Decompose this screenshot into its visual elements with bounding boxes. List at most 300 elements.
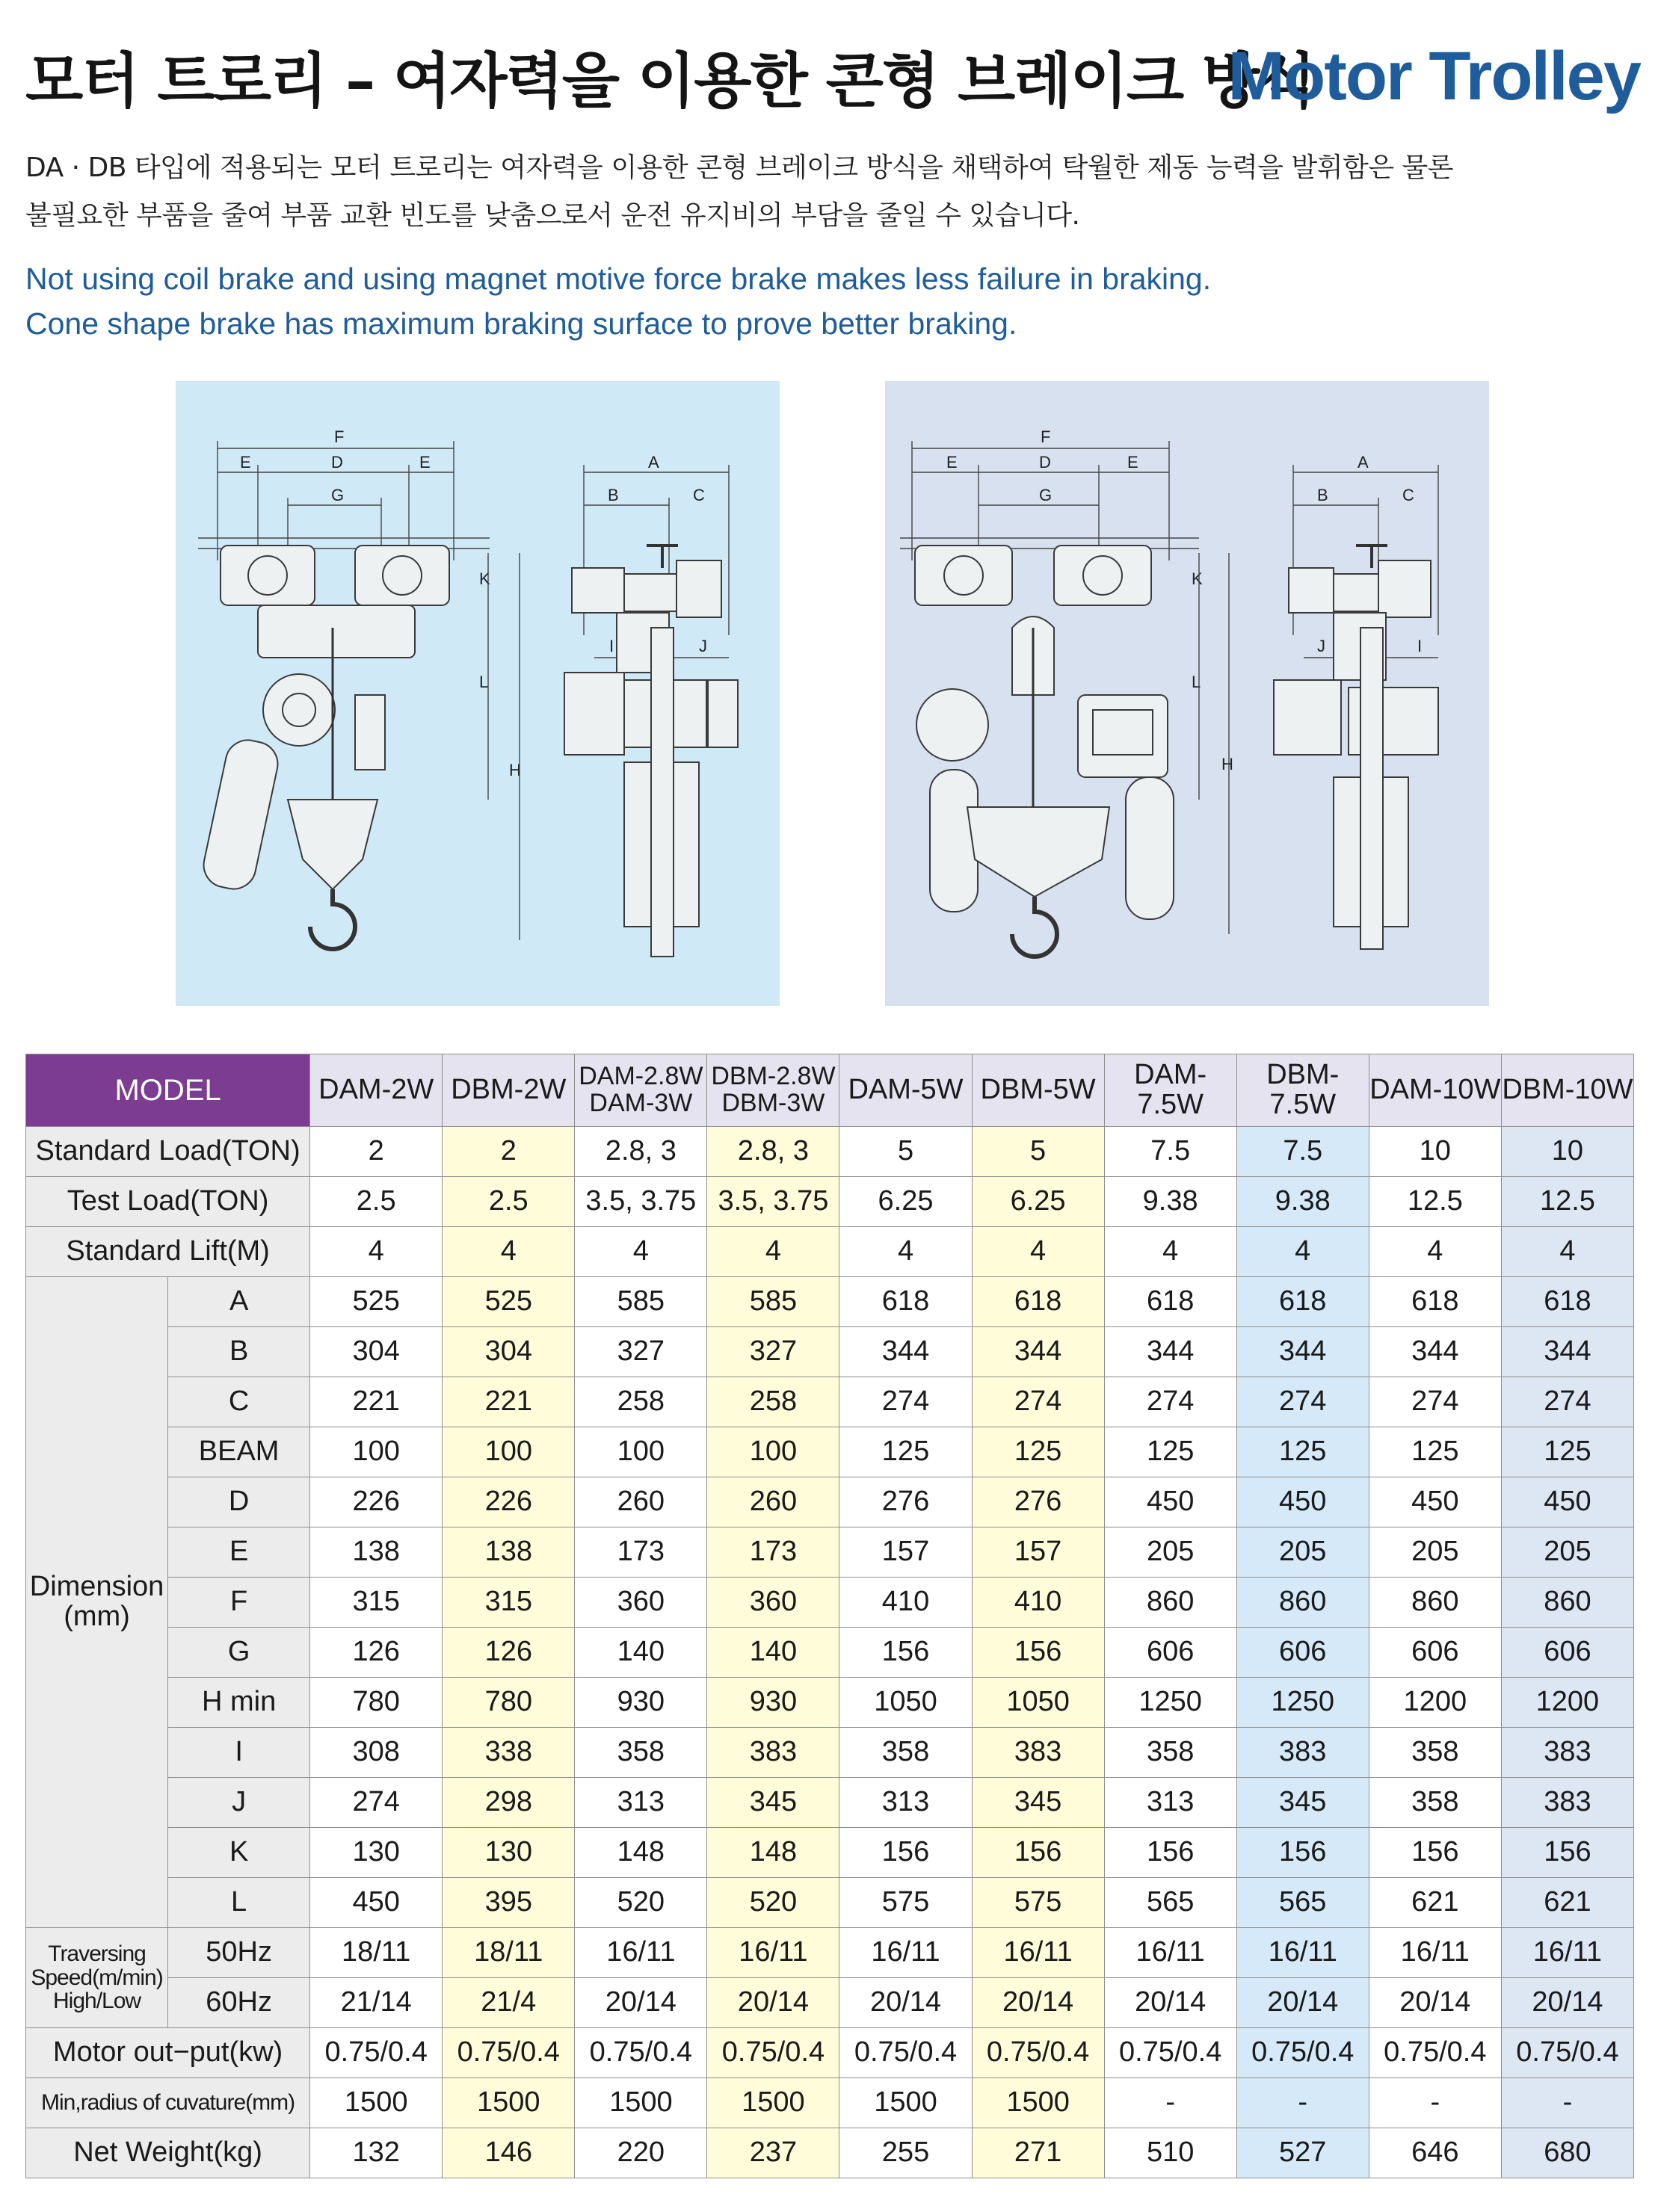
table-row [26,1828,1634,1878]
table-cell: 313 [839,1778,972,1828]
table-cell: 21/14 [310,1978,443,2028]
label-f: F [1041,427,1051,446]
table-cell: 358 [575,1728,707,1778]
table-cell: 16/11 [1369,1928,1501,1978]
table-cell: 226 [443,1477,575,1527]
label-g: G [1039,486,1053,504]
table-cell: 313 [1104,1778,1236,1828]
table-cell: 510 [1104,2128,1236,2178]
table-cell: 680 [1501,2128,1633,2178]
table-cell: 315 [310,1578,443,1628]
model-col-7: DBM-7.5W [1236,1054,1369,1127]
table-cell: 450 [1369,1477,1501,1527]
table-cell: 5 [972,1127,1104,1177]
table-cell: 344 [1369,1327,1501,1377]
table-cell: 140 [575,1628,707,1678]
label-h: H [509,761,521,779]
table-cell: 1050 [839,1678,972,1728]
label-e-right: E [1127,453,1138,472]
table-row [26,1728,1634,1778]
label-e-left: E [946,453,958,472]
table-cell: 327 [707,1327,839,1377]
table-cell: 130 [443,1828,575,1878]
table-cell: 20/14 [839,1978,972,2028]
table-cell: 345 [707,1778,839,1828]
table-cell: 1500 [839,2078,972,2128]
dimension-label: L [168,1878,310,1928]
table-cell: 383 [1501,1728,1633,1778]
table-cell: 274 [972,1377,1104,1427]
label-d: D [331,453,343,472]
table-cell: 125 [1369,1427,1501,1477]
table-cell: 21/4 [443,1978,575,2028]
table-row [26,1477,1634,1527]
table-cell: 1500 [972,2078,1104,2128]
table-cell: 4 [1236,1227,1369,1277]
table-cell: 20/14 [575,1978,707,2028]
table-cell: 345 [1236,1778,1369,1828]
table-cell: 20/14 [1369,1978,1501,2028]
table-cell: 274 [1236,1377,1369,1427]
table-cell: 126 [310,1628,443,1678]
table-cell: 4 [1501,1227,1633,1277]
title-korean: 모터 트로리 – 여자력을 이용한 콘형 브레이크 방식 [25,46,1315,116]
table-cell: 606 [1104,1628,1236,1678]
label-b: B [1317,486,1328,504]
table-cell: 276 [839,1477,972,1527]
spec-table [25,1054,1634,2178]
table-cell: 6.25 [972,1177,1104,1227]
table-cell: 338 [443,1728,575,1778]
table-cell: 646 [1369,2128,1501,2178]
table-cell: 1050 [972,1678,1104,1728]
table-cell: 2.5 [310,1177,443,1227]
table-cell: 6.25 [839,1177,972,1227]
table-cell: 575 [839,1878,972,1928]
label-c: C [1402,486,1414,504]
label-a: A [648,453,659,472]
label-h: H [1221,755,1233,773]
table-row [26,2078,1634,2128]
table-cell: 156 [972,1628,1104,1678]
traverse-hz-label: 60Hz [168,1978,310,2028]
table-cell: 221 [310,1377,443,1427]
traverse-group-label [26,1928,168,2028]
table-cell: 344 [972,1327,1104,1377]
table-row [26,1227,1634,1277]
table-row [26,1678,1634,1728]
table-cell: 100 [443,1427,575,1477]
table-cell: 156 [1501,1828,1633,1878]
table-cell: 4 [972,1227,1104,1277]
label-e-right: E [419,453,431,472]
table-cell: 298 [443,1778,575,1828]
table-cell: 205 [1369,1527,1501,1578]
table-cell: 258 [575,1377,707,1427]
dimension-label-1: Dimension [29,1571,164,1603]
table-cell: 156 [972,1828,1104,1878]
table-cell: 7.5 [1236,1127,1369,1177]
model-header: MODEL [26,1054,310,1127]
table-cell: 156 [839,1828,972,1878]
row-label: Net Weight(kg) [26,2128,310,2178]
traverse-label-3: High/Low [53,1989,141,2014]
table-cell: 276 [972,1477,1104,1527]
table-row [26,1628,1634,1678]
table-cell: 205 [1501,1527,1633,1578]
table-cell: 205 [1104,1527,1236,1578]
model-col-3: DBM-2.8W DBM-3W [707,1054,839,1127]
table-cell: 125 [1104,1427,1236,1477]
table-cell: - [1236,2078,1369,2128]
table-cell: 16/11 [839,1928,972,1978]
table-cell: 450 [1236,1477,1369,1527]
table-cell: 410 [972,1578,1104,1628]
table-cell: 780 [443,1678,575,1728]
table-cell: 4 [707,1227,839,1277]
table-cell: 313 [575,1778,707,1828]
table-cell: 618 [1501,1277,1633,1327]
dimension-label: I [168,1728,310,1778]
table-cell: 360 [575,1578,707,1628]
table-row [26,2028,1634,2078]
dimension-label: BEAM [168,1427,310,1477]
table-cell: 4 [839,1227,972,1277]
table-cell: 930 [575,1678,707,1728]
table-cell: 100 [707,1427,839,1477]
table-cell: 327 [575,1327,707,1377]
description-korean-line-2: 불필요한 부품을 줄여 부품 교환 빈도를 낮춤으로서 운전 유지비의 부담을 줄일 수 있습니다. [25,200,1080,231]
table-cell: 4 [1369,1227,1501,1277]
table-row [26,1427,1634,1477]
row-label: Test Load(TON) [26,1177,310,1227]
table-cell: 360 [707,1578,839,1628]
label-i: I [1417,637,1423,655]
table-cell: 358 [839,1728,972,1778]
dimension-label: H min [168,1678,310,1728]
table-cell: 20/14 [707,1978,839,2028]
label-l: L [479,673,489,691]
label-a: A [1357,453,1369,472]
table-row [26,1127,1634,1177]
label-i: I [609,637,614,655]
table-cell: 16/11 [1236,1928,1369,1978]
table-cell: 125 [1236,1427,1369,1477]
table-cell: 308 [310,1728,443,1778]
dimension-label: B [168,1327,310,1377]
table-row [26,1878,1634,1928]
table-cell: 146 [443,2128,575,2178]
table-cell: 156 [1236,1828,1369,1878]
table-cell: 4 [575,1227,707,1277]
table-cell: 12.5 [1501,1177,1633,1227]
table-cell: 0.75/0.4 [443,2028,575,2078]
page-title [25,33,1640,123]
table-cell: 258 [707,1377,839,1427]
table-cell: 140 [707,1628,839,1678]
drawing-panel-db [885,381,1489,1006]
dimension-label-2: (mm) [64,1601,130,1632]
table-cell: 156 [839,1628,972,1678]
table-cell: 860 [1369,1578,1501,1628]
table-cell: 0.75/0.4 [1369,2028,1501,2078]
table-cell: 148 [575,1828,707,1878]
table-cell: 138 [310,1527,443,1578]
label-f: F [334,427,345,446]
table-cell: 12.5 [1369,1177,1501,1227]
table-cell: 0.75/0.4 [707,2028,839,2078]
table-cell: 173 [575,1527,707,1578]
table-cell: 1250 [1236,1678,1369,1728]
row-label: Min,radius of cuvature(mm) [26,2078,310,2128]
table-cell: - [1104,2078,1236,2128]
dimension-label: J [168,1778,310,1828]
table-cell: 226 [310,1477,443,1527]
table-cell: 4 [310,1227,443,1277]
table-cell: 220 [575,2128,707,2178]
table-cell: 525 [443,1277,575,1327]
table-cell: 304 [310,1327,443,1377]
table-cell: 344 [839,1327,972,1377]
table-cell: 383 [707,1728,839,1778]
table-cell: 344 [1104,1327,1236,1377]
table-cell: 20/14 [1104,1978,1236,2028]
table-cell: 0.75/0.4 [1501,2028,1633,2078]
table-cell: 10 [1501,1127,1633,1177]
table-cell: 345 [972,1778,1104,1828]
table-cell: 1250 [1104,1678,1236,1728]
table-cell: 780 [310,1678,443,1728]
table-row [26,1277,1634,1327]
table-cell: 527 [1236,2128,1369,2178]
table-cell: 930 [707,1678,839,1728]
table-cell: 126 [443,1628,575,1678]
table-cell: 100 [310,1427,443,1477]
table-cell: 520 [575,1878,707,1928]
table-cell: 156 [1369,1828,1501,1878]
table-cell: 618 [839,1277,972,1327]
table-cell: 20/14 [1236,1978,1369,2028]
table-cell: - [1501,2078,1633,2128]
table-cell: 1200 [1369,1678,1501,1728]
table-cell: 274 [310,1778,443,1828]
table-cell: 205 [1236,1527,1369,1578]
table-cell: 20/14 [972,1978,1104,2028]
table-cell: 621 [1369,1878,1501,1928]
table-cell: 450 [310,1878,443,1928]
table-cell: 358 [1369,1778,1501,1828]
trolley-drawing-db [885,381,1489,1006]
table-cell: 618 [972,1277,1104,1327]
dimension-label: E [168,1527,310,1578]
table-cell: 157 [972,1527,1104,1578]
table-cell: 100 [575,1427,707,1477]
table-cell: 621 [1501,1878,1633,1928]
row-label: Standard Load(TON) [26,1127,310,1177]
table-cell: 344 [1501,1327,1633,1377]
table-row [26,1327,1634,1377]
table-cell: 304 [443,1327,575,1377]
table-cell: 156 [1104,1828,1236,1878]
table-cell: 255 [839,2128,972,2178]
table-cell: 4 [443,1227,575,1277]
table-cell: 383 [1501,1778,1633,1828]
table-row [26,1778,1634,1828]
table-row [26,1578,1634,1628]
table-cell: 130 [310,1828,443,1878]
table-cell: 274 [1369,1377,1501,1427]
table-cell: 0.75/0.4 [972,2028,1104,2078]
label-j: J [699,637,707,655]
table-cell: 2.5 [443,1177,575,1227]
label-c: C [693,486,705,504]
table-cell: 585 [707,1277,839,1327]
table-cell: 358 [1369,1728,1501,1778]
label-e-left: E [240,453,251,472]
table-header-row [26,1054,1634,1127]
table-cell: 0.75/0.4 [575,2028,707,2078]
table-cell: 173 [707,1527,839,1578]
table-row [26,1377,1634,1427]
table-cell: 18/11 [443,1928,575,1978]
label-b: B [608,486,619,504]
dimension-label: D [168,1477,310,1527]
table-row [26,1527,1634,1578]
table-cell: 16/11 [972,1928,1104,1978]
table-cell: 132 [310,2128,443,2178]
table-cell: 125 [972,1427,1104,1477]
table-cell: 575 [972,1878,1104,1928]
dimension-label: C [168,1377,310,1427]
table-cell: 271 [972,2128,1104,2178]
table-cell: 237 [707,2128,839,2178]
table-cell: 3.5, 3.75 [707,1177,839,1227]
table-cell: 315 [443,1578,575,1628]
table-cell: 274 [839,1377,972,1427]
row-label: Motor out−put(kw) [26,2028,310,2078]
table-cell: 4 [1104,1227,1236,1277]
table-row [26,1928,1634,1978]
description-korean-line-1: DA · DB 타입에 적용되는 모터 트로리는 여자력을 이용한 콘형 브레이크 방식을 채택하여 탁월한 제동 능력을 발휘함은 물론 [25,152,1454,183]
table-cell: 525 [310,1277,443,1327]
table-cell: 395 [443,1878,575,1928]
table-cell: 565 [1104,1878,1236,1928]
table-cell: 410 [839,1578,972,1628]
table-row [26,1177,1634,1227]
table-cell: 1500 [707,2078,839,2128]
table-cell: 1500 [310,2078,443,2128]
traverse-label-2: Speed(m/min) [31,1965,163,1990]
table-cell: 860 [1236,1578,1369,1628]
traverse-label-1: Traversing [48,1941,146,1967]
label-j: J [1317,637,1325,655]
table-cell: 618 [1369,1277,1501,1327]
dimension-label: K [168,1828,310,1878]
table-cell: 138 [443,1527,575,1578]
model-col-2: DAM-2.8W DAM-3W [575,1054,707,1127]
description-english-line-2: Cone shape brake has maximum braking surface to prove better braking. [25,306,1017,341]
table-cell: 450 [1104,1477,1236,1527]
table-cell: 16/11 [707,1928,839,1978]
table-cell: 221 [443,1377,575,1427]
table-cell: 1500 [575,2078,707,2128]
dimension-group-label [26,1277,168,1928]
dimension-label: F [168,1578,310,1628]
table-cell: 148 [707,1828,839,1878]
table-cell: 9.38 [1236,1177,1369,1227]
table-cell: 16/11 [575,1928,707,1978]
table-cell: 260 [575,1477,707,1527]
table-cell: 0.75/0.4 [839,2028,972,2078]
table-cell: 20/14 [1501,1978,1633,2028]
table-cell: 565 [1236,1878,1369,1928]
table-cell: 383 [1236,1728,1369,1778]
label-k: K [1192,569,1203,588]
table-cell: 18/11 [310,1928,443,1978]
table-cell: 1200 [1501,1678,1633,1728]
table-cell: 358 [1104,1728,1236,1778]
table-cell: 606 [1236,1628,1369,1678]
traverse-hz-label: 50Hz [168,1928,310,1978]
table-cell: 450 [1501,1477,1633,1527]
description-english-line-1: Not using coil brake and using magnet motive force brake makes less failure in braking. [25,262,1212,296]
table-cell: 7.5 [1104,1127,1236,1177]
table-cell: 125 [1501,1427,1633,1477]
table-cell: 274 [1501,1377,1633,1427]
label-l: L [1192,673,1201,691]
table-cell: 16/11 [1104,1928,1236,1978]
model-col-9: DBM-10W [1501,1054,1633,1127]
table-cell: 2.8, 3 [575,1127,707,1177]
model-col-8: DAM-10W [1369,1054,1501,1127]
table-row [26,2128,1634,2178]
label-g: G [331,486,345,504]
label-d: D [1039,453,1051,472]
table-cell: 5 [839,1127,972,1177]
table-cell: 9.38 [1104,1177,1236,1227]
row-label: Standard Lift(M) [26,1227,310,1277]
table-cell: 344 [1236,1327,1369,1377]
table-cell: 274 [1104,1377,1236,1427]
table-cell: 383 [972,1728,1104,1778]
table-cell: 2 [310,1127,443,1177]
model-col-5: DBM-5W [972,1054,1104,1127]
table-cell: 260 [707,1477,839,1527]
dimension-label: A [168,1277,310,1327]
table-cell: 1500 [443,2078,575,2128]
table-cell: - [1369,2078,1501,2128]
table-cell: 3.5, 3.75 [575,1177,707,1227]
table-cell: 157 [839,1527,972,1578]
trolley-drawing-da [176,381,780,1006]
dimension-label: G [168,1628,310,1678]
table-cell: 860 [1104,1578,1236,1628]
table-cell: 606 [1501,1628,1633,1678]
table-cell: 125 [839,1427,972,1477]
model-col-4: DAM-5W [839,1054,972,1127]
drawing-panel-da [176,381,780,1006]
label-k: K [479,569,490,588]
model-col-1: DBM-2W [443,1054,575,1127]
table-cell: 585 [575,1277,707,1327]
table-row [26,1978,1634,2028]
table-cell: 520 [707,1878,839,1928]
table-cell: 0.75/0.4 [310,2028,443,2078]
title-english: Motor Trolley [1227,38,1640,114]
table-cell: 606 [1369,1628,1501,1678]
model-col-6: DAM-7.5W [1104,1054,1236,1127]
table-cell: 2.8, 3 [707,1127,839,1177]
